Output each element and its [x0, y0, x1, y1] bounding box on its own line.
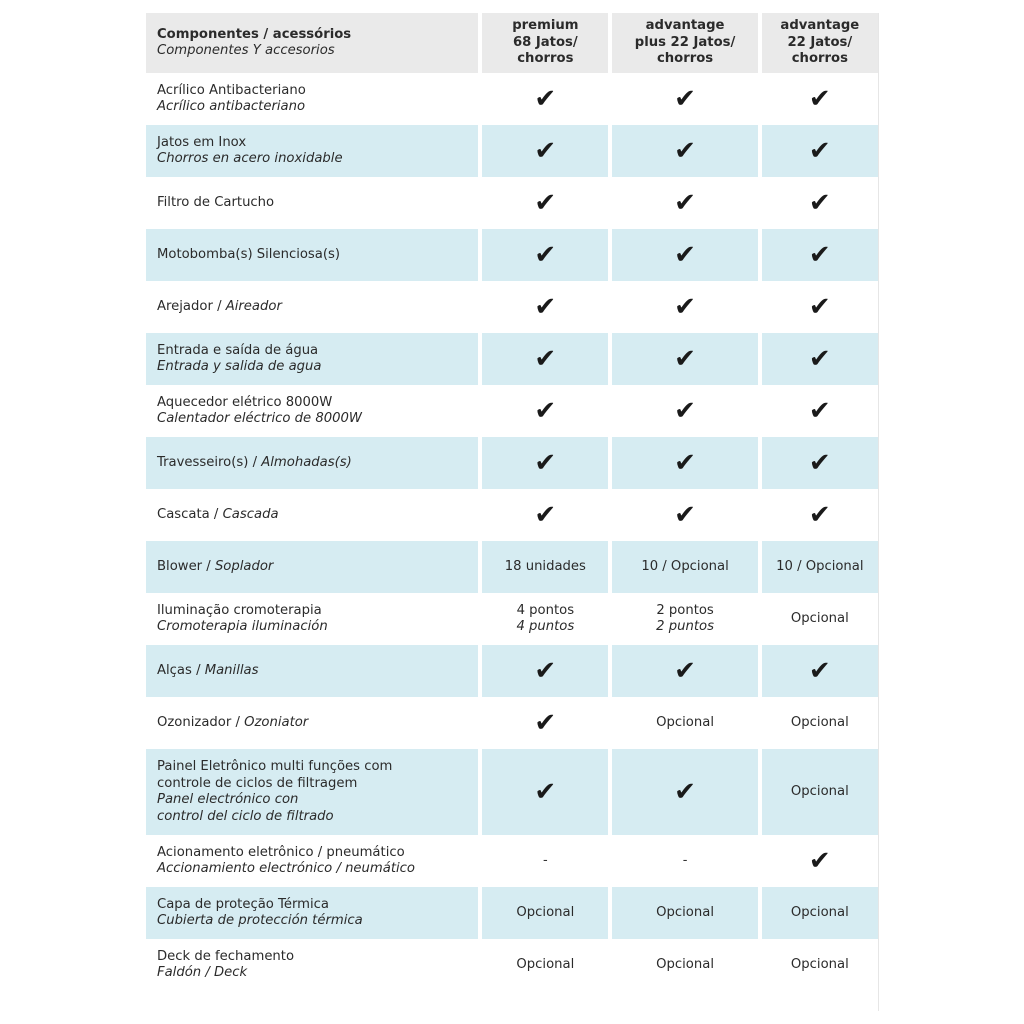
- check-icon: ✔: [534, 708, 557, 738]
- row-label-es: Cromoterapia iluminación: [157, 619, 328, 634]
- row-label-line: [157, 715, 478, 732]
- value-cell: [612, 385, 757, 437]
- row-label-es: Aireador: [225, 298, 282, 314]
- value-cell: [612, 749, 757, 835]
- check-icon: ✔: [674, 396, 696, 426]
- row-label-pt: Painel Eletrônico multi funções com: [157, 759, 393, 774]
- row-label-line: [157, 559, 478, 576]
- table-row: [146, 541, 878, 593]
- row-label-es: Almohadas(s): [261, 454, 352, 470]
- table-row: [146, 177, 878, 229]
- row-label: [146, 437, 478, 489]
- table-row: [146, 437, 878, 489]
- row-label-pt: Jatos em Inox: [157, 134, 247, 150]
- row-label: [146, 749, 478, 835]
- table-row: [146, 333, 878, 385]
- row-label-line: [157, 299, 478, 316]
- value-cell: [482, 645, 608, 697]
- check-icon: ✔: [674, 292, 696, 322]
- value-cell: [482, 177, 608, 229]
- cell-value: 18 unidades: [504, 558, 586, 574]
- value-cell: [482, 489, 608, 541]
- check-icon: ✔: [534, 777, 557, 807]
- table-row: [146, 835, 878, 887]
- header-advantage-plus: [612, 13, 757, 73]
- value-cell: [612, 697, 757, 749]
- check-icon: ✔: [674, 656, 696, 686]
- row-label-pt: Capa de proteção Térmica: [157, 896, 330, 912]
- table-row: [146, 749, 878, 835]
- cell-value: Opcional: [516, 904, 575, 920]
- check-icon: ✔: [808, 344, 831, 374]
- header-premium-line3: chorros: [517, 51, 574, 67]
- row-label-pt: Iluminação cromoterapia: [157, 602, 322, 618]
- row-label-es: Ozoniator: [244, 714, 309, 730]
- check-icon: ✔: [808, 448, 831, 478]
- value-cell: [482, 835, 608, 887]
- check-icon: ✔: [808, 500, 831, 530]
- header-advantage-line3: chorros: [791, 51, 848, 67]
- check-icon: ✔: [674, 777, 696, 807]
- check-icon: ✔: [808, 188, 831, 218]
- value-cell: [612, 541, 757, 593]
- cell-value: Opcional: [656, 904, 714, 920]
- table-row: [146, 229, 878, 281]
- row-label-es: Entrada y salida de agua: [157, 359, 322, 374]
- check-icon: ✔: [674, 84, 696, 114]
- cell-value: Opcional: [790, 956, 849, 972]
- right-divider: [878, 13, 879, 1011]
- row-label-es: Chorros en acero inoxidable: [157, 151, 343, 166]
- check-icon: ✔: [534, 500, 557, 530]
- row-label-es: Cascada: [222, 506, 279, 522]
- row-label: [146, 835, 478, 887]
- row-label-pt: Blower /: [157, 558, 215, 574]
- value-cell: [612, 593, 757, 645]
- row-label-es: Cubierta de protección térmica: [157, 913, 363, 928]
- table-body: [146, 73, 878, 991]
- cell-value: Opcional: [790, 904, 849, 920]
- check-icon: ✔: [674, 240, 696, 270]
- dash-value: -: [542, 852, 548, 868]
- value-cell: [762, 593, 878, 645]
- value-cell: [762, 229, 878, 281]
- table-row: [146, 887, 878, 939]
- row-label: [146, 73, 478, 125]
- row-label-pt: Travesseiro(s) /: [157, 454, 262, 470]
- value-cell: [482, 125, 608, 177]
- header-premium-line2: 68 Jatos/: [512, 34, 578, 50]
- value-cell: [762, 541, 878, 593]
- check-icon: ✔: [674, 500, 696, 530]
- row-label-es: control del ciclo de filtrado: [157, 808, 334, 824]
- check-icon: ✔: [674, 448, 696, 478]
- header-advantage-plus-line2: plus 22 Jatos/: [634, 34, 736, 50]
- value-cell: [762, 177, 878, 229]
- cell-value: Opcional: [790, 714, 849, 730]
- check-icon: ✔: [534, 344, 557, 374]
- check-icon: ✔: [808, 656, 831, 686]
- header-advantage-line2: 22 Jatos/: [787, 34, 853, 50]
- row-label-pt: Acionamento eletrônico / pneumático: [157, 844, 405, 860]
- check-icon: ✔: [674, 188, 696, 218]
- value-cell: [762, 749, 878, 835]
- value-cell: [612, 125, 757, 177]
- row-label-es: Accionamiento electrónico / neumático: [157, 861, 415, 876]
- row-label-es: Manillas: [204, 662, 259, 678]
- table-row: [146, 645, 878, 697]
- header-advantage: [762, 13, 878, 73]
- cell-value: Opcional: [656, 956, 714, 972]
- value-cell: [612, 939, 757, 991]
- cell-value: Opcional: [790, 610, 849, 626]
- row-label-line: [157, 455, 478, 472]
- row-label-pt: Arejador /: [157, 298, 226, 314]
- row-label: [146, 489, 478, 541]
- value-cell: [762, 887, 878, 939]
- cell-value: 10 / Opcional: [776, 558, 864, 574]
- table-header-row: [146, 13, 878, 73]
- dash-value: -: [682, 852, 688, 868]
- value-cell: [612, 177, 757, 229]
- row-label-pt: Acrílico Antibacteriano: [157, 82, 306, 98]
- value-cell: [762, 939, 878, 991]
- row-label-es: Acrílico antibacteriano: [157, 99, 306, 114]
- row-label-es: Panel electrónico con: [157, 792, 299, 807]
- value-cell: [612, 73, 757, 125]
- row-label: [146, 229, 478, 281]
- row-label-pt: Deck de fechamento: [157, 948, 295, 964]
- check-icon: ✔: [534, 136, 557, 166]
- header-advantage-line1: advantage: [780, 18, 860, 34]
- check-icon: ✔: [808, 846, 831, 876]
- check-icon: ✔: [534, 396, 557, 426]
- value-cell: [482, 749, 608, 835]
- header-components-es: Componentes Y accesorios: [157, 43, 335, 58]
- check-icon: ✔: [534, 292, 557, 322]
- value-cell: [482, 437, 608, 489]
- row-label: [146, 385, 478, 437]
- row-label-pt: controle de ciclos de filtragem: [157, 775, 358, 791]
- value-cell: [762, 385, 878, 437]
- check-icon: ✔: [534, 656, 557, 686]
- cell-value-es: 4 puntos: [516, 619, 575, 634]
- row-label: [146, 125, 478, 177]
- row-label-es: Faldón / Deck: [157, 965, 248, 980]
- header-advantage-plus-line1: advantage: [645, 18, 725, 34]
- cell-value: Opcional: [656, 714, 714, 730]
- check-icon: ✔: [808, 292, 831, 322]
- value-cell: [762, 125, 878, 177]
- value-cell: [762, 645, 878, 697]
- row-label-line: [157, 507, 478, 524]
- value-cell: [612, 281, 757, 333]
- header-advantage-plus-line3: chorros: [656, 51, 714, 67]
- row-label: [146, 939, 478, 991]
- row-label-pt: Aquecedor elétrico 8000W: [157, 394, 333, 410]
- check-icon: ✔: [534, 448, 557, 478]
- check-icon: ✔: [674, 136, 696, 166]
- cell-value: Opcional: [516, 956, 575, 972]
- table-row: [146, 281, 878, 333]
- row-label: [146, 333, 478, 385]
- value-cell: [612, 645, 757, 697]
- value-cell: [482, 541, 608, 593]
- value-cell: [762, 281, 878, 333]
- row-label: [146, 887, 478, 939]
- value-cell: [762, 489, 878, 541]
- row-label-pt: Cascata /: [157, 506, 223, 522]
- table-row: [146, 939, 878, 991]
- cell-value: 4 pontos: [516, 602, 575, 618]
- value-cell: [762, 333, 878, 385]
- cell-value-es: 2 puntos: [656, 619, 714, 634]
- check-icon: ✔: [534, 240, 557, 270]
- value-cell: [612, 835, 757, 887]
- header-premium: [482, 13, 608, 73]
- row-label-es: Calentador eléctrico de 8000W: [157, 411, 362, 426]
- check-icon: ✔: [534, 188, 557, 218]
- value-cell: [482, 593, 608, 645]
- value-cell: [612, 489, 757, 541]
- value-cell: [762, 73, 878, 125]
- table-row: [146, 489, 878, 541]
- value-cell: [612, 437, 757, 489]
- row-label-pt: Ozonizador /: [157, 714, 245, 730]
- value-cell: [482, 939, 608, 991]
- cell-value: 2 pontos: [656, 602, 714, 618]
- table-row: [146, 73, 878, 125]
- header-components: [146, 13, 478, 73]
- row-label: [146, 697, 478, 749]
- value-cell: [762, 697, 878, 749]
- row-label-es: Soplador: [214, 558, 274, 574]
- check-icon: ✔: [808, 84, 831, 114]
- table-row: [146, 593, 878, 645]
- row-label-pt: Alças /: [157, 662, 205, 678]
- value-cell: [482, 229, 608, 281]
- comparison-table: [146, 13, 878, 991]
- cell-value: Opcional: [790, 783, 849, 799]
- value-cell: [482, 697, 608, 749]
- row-label-pt: Entrada e saída de água: [157, 342, 319, 358]
- table-row: [146, 385, 878, 437]
- value-cell: [482, 281, 608, 333]
- value-cell: [482, 333, 608, 385]
- row-label: [146, 177, 478, 229]
- value-cell: [612, 333, 757, 385]
- row-label: [146, 281, 478, 333]
- check-icon: ✔: [534, 84, 557, 114]
- value-cell: [762, 835, 878, 887]
- value-cell: [482, 73, 608, 125]
- table-row: [146, 697, 878, 749]
- row-label-pt: Motobomba(s) Silenciosa(s): [157, 246, 341, 262]
- value-cell: [612, 229, 757, 281]
- check-icon: ✔: [808, 396, 831, 426]
- header-components-pt: Componentes / acessórios: [157, 26, 352, 42]
- cell-value: 10 / Opcional: [641, 558, 729, 574]
- check-icon: ✔: [808, 240, 831, 270]
- row-label-line: [157, 663, 478, 680]
- row-label: [146, 541, 478, 593]
- row-label: [146, 593, 478, 645]
- table-row: [146, 125, 878, 177]
- value-cell: [482, 887, 608, 939]
- value-cell: [482, 385, 608, 437]
- row-label-pt: Filtro de Cartucho: [157, 194, 275, 210]
- check-icon: ✔: [808, 136, 831, 166]
- row-label: [146, 645, 478, 697]
- header-premium-line1: premium: [512, 18, 579, 34]
- value-cell: [762, 437, 878, 489]
- value-cell: [612, 887, 757, 939]
- check-icon: ✔: [674, 344, 696, 374]
